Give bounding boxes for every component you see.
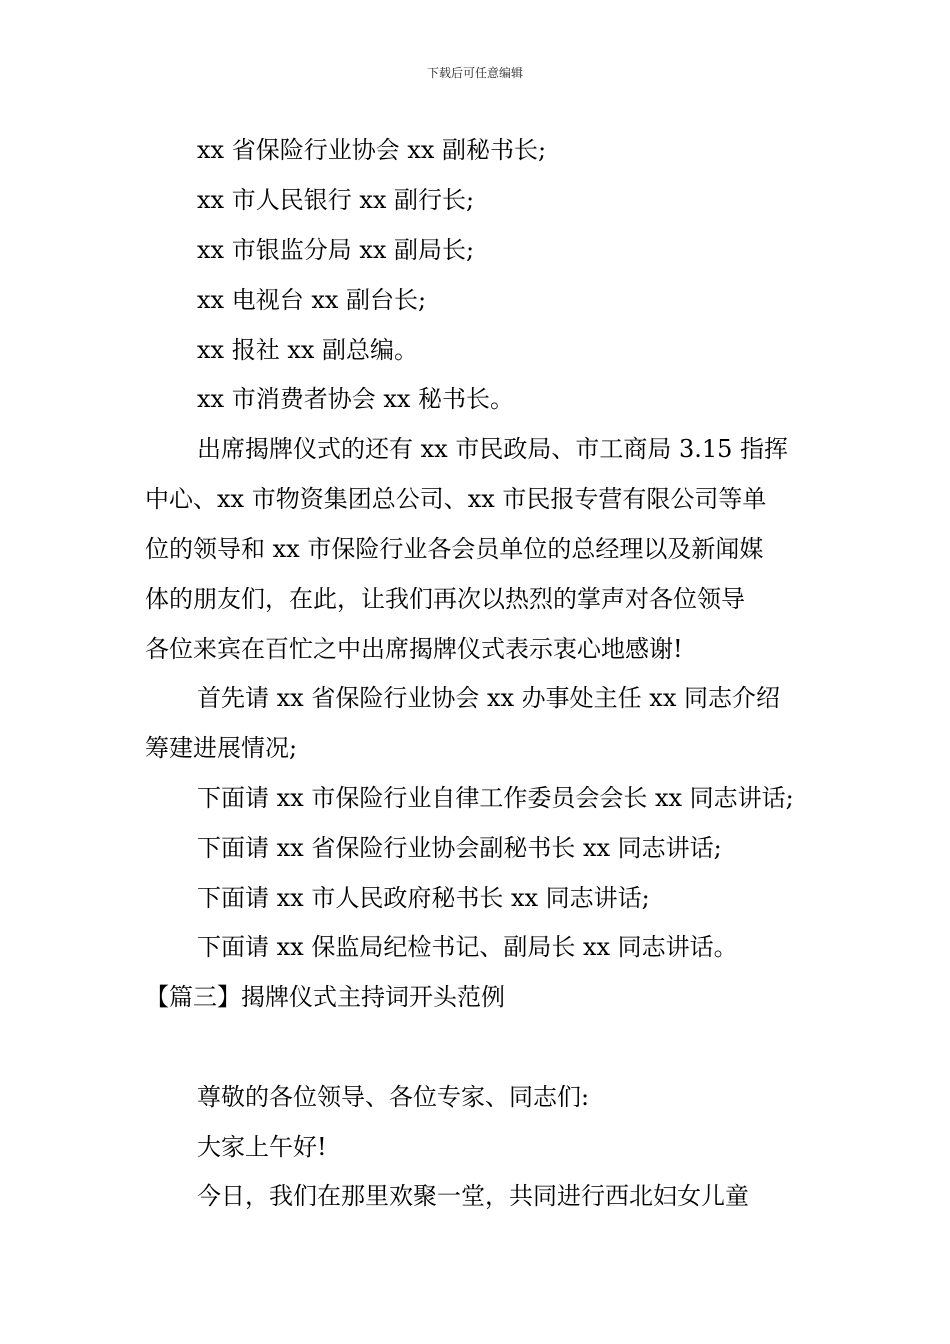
paragraph-line: 中心、xx 市物资集团总公司、xx 市民报专营有限公司等单 <box>145 485 767 513</box>
text-line: xx 省保险行业协会 xx 副秘书长; <box>197 136 547 164</box>
page-header-note: 下载后可任意编辑 <box>426 66 523 80</box>
text-line: 下面请 xx 省保险行业协会副秘书长 xx 同志讲话; <box>197 834 722 862</box>
text-line: 下面请 xx 市人民政府秘书长 xx 同志讲话; <box>197 884 650 912</box>
text-line: xx 市消费者协会 xx 秘书长。 <box>197 385 515 413</box>
paragraph-line: 首先请 xx 省保险行业协会 xx 办事处主任 xx 同志介绍 <box>197 684 780 712</box>
paragraph-line: 出席揭牌仪式的还有 xx 市民政局、市工商局 3.15 指挥 <box>197 435 789 463</box>
paragraph-line: 位的领导和 xx 市保险行业各会员单位的总经理以及新闻媒 <box>145 535 764 563</box>
text-line: xx 电视台 xx 副台长; <box>197 286 427 314</box>
section-line: 大家上午好! <box>197 1133 327 1161</box>
text-line: 下面请 xx 保监局纪检书记、副局长 xx 同志讲话。 <box>197 933 738 961</box>
paragraph-line: 各位来宾在百忙之中出席揭牌仪式表示衷心地感谢! <box>145 635 683 663</box>
paragraph-line: 体的朋友们，在此，让我们再次以热烈的掌声对各位领导 <box>145 585 745 613</box>
section-heading: 【篇三】揭牌仪式主持词开头范例 <box>145 983 505 1011</box>
section-line: 今日，我们在那里欢聚一堂，共同进行西北妇女儿童 <box>197 1182 749 1210</box>
text-line: 下面请 xx 市保险行业自律工作委员会会长 xx 同志讲话; <box>197 784 794 812</box>
text-line: xx 市银监分局 xx 副局长; <box>197 236 475 264</box>
paragraph-line: 筹建进展情况; <box>145 734 298 762</box>
text-line: xx 市人民银行 xx 副行长; <box>197 186 475 214</box>
section-line: 尊敬的各位领导、各位专家、同志们: <box>197 1083 590 1111</box>
text-line: xx 报社 xx 副总编。 <box>197 336 419 364</box>
